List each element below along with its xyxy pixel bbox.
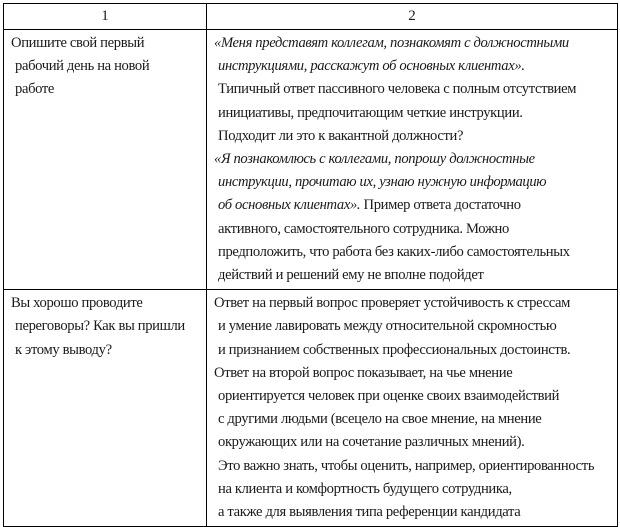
question-line: работе — [15, 81, 55, 98]
question-line: Опишите свой первый — [11, 35, 145, 51]
answer-line-quote: «Я познакомлюсь с коллегами, попрошу должностные — [214, 151, 535, 168]
table-row — [4, 30, 618, 290]
answer-line: активного, самостоятельного сотрудника. Можно — [218, 220, 509, 237]
question-line: рабочий день на новой — [15, 58, 150, 75]
answer-line: инициативы, предпочитающим четкие инструкции. — [218, 104, 523, 121]
answer-line: Подходит ли это к вакантной должности? — [218, 127, 464, 144]
answer-line: Ответ на первый вопрос проверяет устойчивость к стрессам — [214, 295, 571, 312]
answer-line: Ответ на второй вопрос показывает, на чье мнение — [214, 364, 513, 381]
header-row — [4, 4, 618, 30]
question-line: переговоры? Как вы пришли — [15, 318, 185, 335]
question-cell — [4, 30, 207, 290]
answer-line: и признанием собственных профессиональных достоинств. — [218, 341, 571, 358]
question-line: к этому выводу? — [15, 341, 112, 358]
answer-line: с другими людьми (всецело на свое мнение, на мнение — [218, 411, 542, 428]
answer-line: действий и решений ему не вполне подойдет — [218, 267, 484, 284]
column-header-2: 2 — [207, 4, 618, 30]
answer-quote-end: об основных клиентах». — [218, 197, 361, 214]
question-cell — [4, 290, 207, 527]
answer-cell — [207, 30, 618, 290]
answer-line: Типичный ответ пассивного человека с полным отсутствием — [218, 81, 577, 98]
answer-line: Это важно знать, чтобы оценить, например, ориентированность — [218, 457, 595, 474]
answer-line-mixed — [214, 194, 613, 217]
answer-line: ориентируется человек при оценке своих взаимодействий — [218, 388, 560, 405]
answer-line-quote: инструкции, прочитаю их, узнаю нужную информацию — [218, 174, 547, 191]
interview-questions-table — [3, 3, 618, 527]
column-header-1: 1 — [4, 4, 207, 30]
answer-line-quote: инструкциями, расскажут об основных клиентах». — [218, 58, 525, 75]
answer-line: окружающих или на сочетание различных мнений). — [218, 434, 525, 451]
answer-line-quote: «Меня представят коллегам, познакомят с должностными — [214, 35, 569, 51]
answer-cell — [207, 290, 618, 527]
answer-text: Пример ответа достаточно — [360, 197, 521, 214]
answer-line: предположить, что работа без каких-либо самостоятельных — [218, 243, 570, 260]
answer-line: на клиента и комфортность будущего сотрудника, — [218, 480, 512, 497]
table-row — [4, 290, 618, 527]
question-line: Вы хорошо проводите — [11, 295, 143, 312]
answer-line: и умение лавировать между относительной скромностью — [218, 318, 557, 335]
answer-line: а также для выявления типа референции кандидата — [218, 504, 521, 521]
